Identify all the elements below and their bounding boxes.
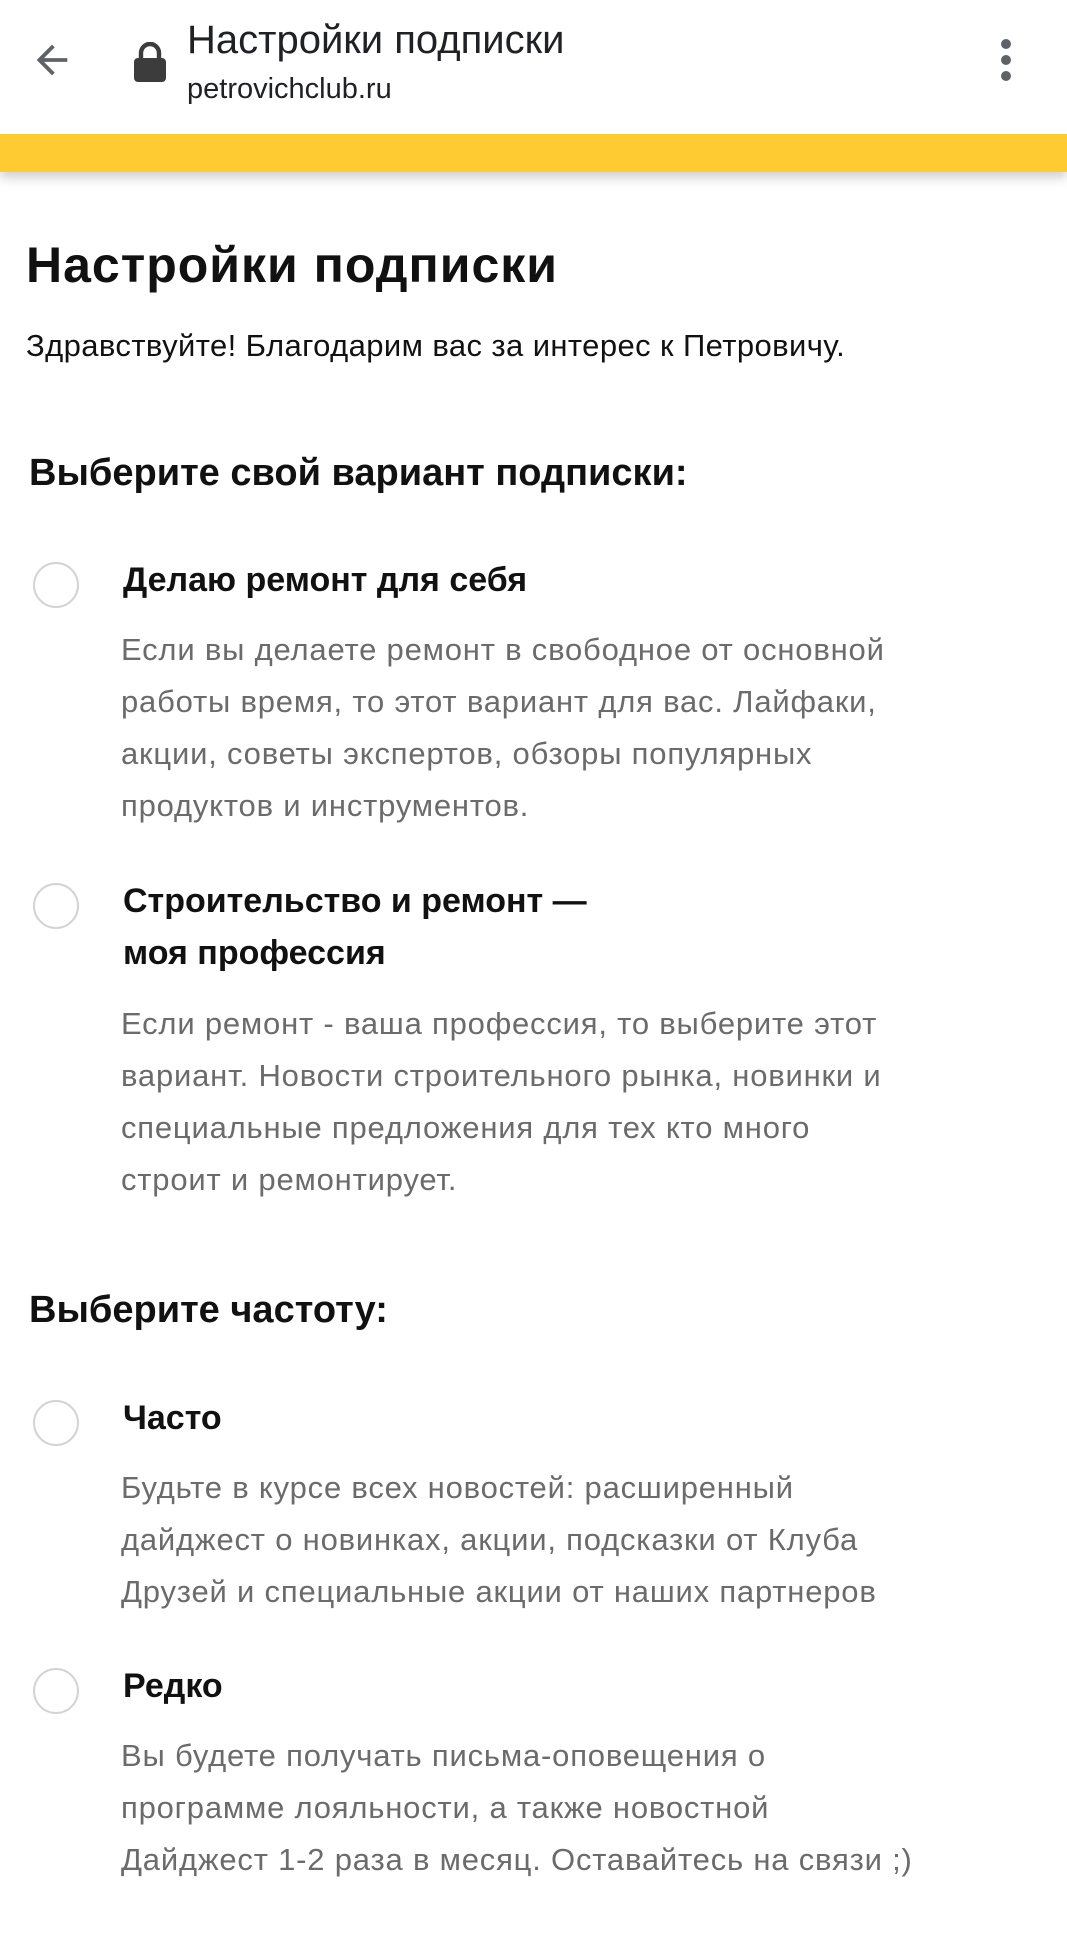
option-label[interactable] [123, 1660, 223, 1712]
option-description [121, 998, 1021, 1206]
description-line: дайджест о новинках, акции, подсказки от Клуба [121, 1522, 858, 1557]
description-line: работы время, то этот вариант для вас. Лайфаки, [121, 684, 877, 719]
option-description [121, 1730, 1021, 1886]
radio-button[interactable] [33, 1400, 79, 1446]
description-line: Будьте в курсе всех новостей: расширенный [121, 1470, 794, 1505]
description-line: Дайджест 1-2 раза в месяц. Оставайтесь на связи ;) [121, 1842, 913, 1877]
option-label[interactable] [123, 875, 587, 979]
description-line: программе лояльности, а также новостной [121, 1790, 770, 1825]
site-accent-bar [0, 134, 1067, 172]
description-line: продуктов и инструментов. [121, 788, 530, 823]
description-line: Если ремонт - ваша профессия, то выберите этот [121, 1006, 878, 1041]
overflow-menu-button[interactable] [980, 30, 1032, 90]
option-label-line: Строительство и ремонт — [123, 882, 587, 920]
page-title: Настройки подписки [26, 237, 559, 293]
option-label-line: Делаю ремонт для себя [123, 561, 528, 599]
arrow-left-icon [29, 37, 75, 83]
option-description [121, 1462, 1021, 1618]
description-line: специальные предложения для тех кто много [121, 1110, 811, 1145]
description-line: Если вы делаете ремонт в свободное от основной [121, 632, 885, 667]
description-line: вариант. Новости строительного рынка, новинки и [121, 1058, 882, 1093]
description-line: акции, советы экспертов, обзоры популярных [121, 736, 813, 771]
tab-url[interactable]: petrovichclub.ru [187, 73, 392, 105]
radio-button[interactable] [33, 883, 79, 929]
greeting-text: Здравствуйте! Благодарим вас за интерес к Петровичу. [26, 328, 846, 363]
option-label-line: Часто [123, 1399, 222, 1437]
frequency-heading: Выберите частоту: [29, 1289, 388, 1331]
radio-button[interactable] [33, 1668, 79, 1714]
description-line: строит и ремонтирует. [121, 1162, 458, 1197]
option-label[interactable] [123, 1392, 222, 1444]
more-vert-icon [999, 37, 1013, 83]
browser-toolbar [0, 0, 1067, 134]
description-line: Друзей и специальные акции от наших партнеров [121, 1574, 877, 1609]
radio-button[interactable] [33, 562, 79, 608]
option-label[interactable] [123, 554, 527, 606]
description-line: Вы будете получать письма-оповещения о [121, 1738, 766, 1773]
tab-title: Настройки подписки [187, 18, 565, 62]
option-label-line: Редко [123, 1667, 223, 1705]
back-button[interactable] [22, 30, 82, 90]
option-description [121, 624, 1021, 832]
lock-icon [133, 42, 167, 82]
option-label-line: моя профессия [123, 934, 386, 972]
subscription-type-heading: Выберите свой вариант подписки: [29, 452, 688, 494]
